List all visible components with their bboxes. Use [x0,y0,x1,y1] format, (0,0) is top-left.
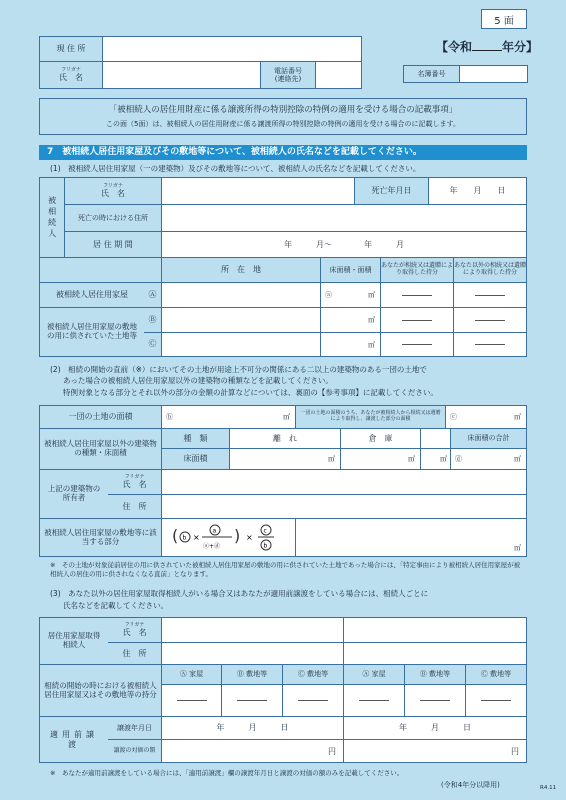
svg-text:×: × [193,533,200,542]
h2-c-land: Ⓒ 敷地等 [465,665,526,684]
heir-address-label: 住 所 [108,643,161,664]
decedent-furigana: フリガナ [103,182,123,189]
heir1-sale-price[interactable] [161,740,344,762]
meibo-label: 名簿番号 [404,66,459,82]
owner-address-field[interactable] [161,495,527,518]
owner-name-field[interactable] [161,470,527,494]
revision-code: R4.11 [540,785,557,791]
period-label: 居 住 期 間 [65,232,161,257]
owner-label: 上記の建築物の所有者 [40,470,108,518]
address-at-death-label: 死亡の時における住所 [65,205,161,231]
notice-title: 「被相続人の居住用財産に係る譲渡所得の特別控除の特例の適用を受ける場合の記載事項」 [108,105,458,115]
svg-text:): ) [234,526,241,545]
h2-b-share[interactable] [404,685,466,716]
lot-portion-field[interactable] [445,406,527,428]
phone-label: 電話番号 [274,66,302,75]
heir-table [39,617,527,763]
name-label-cell [40,62,102,88]
h2-a-house: Ⓐ 家屋 [343,665,404,684]
svg-text:(: ( [172,526,179,545]
yen-unit: 円 [328,747,336,756]
soko-header: 倉 庫 [340,429,420,448]
formula-graphic [162,519,296,556]
owner-furigana: フリガナ [124,473,145,480]
lot-area-field[interactable] [161,406,296,428]
phone-label-cell [260,62,315,88]
era-suffix: 年分】 [502,40,539,54]
unit-m2: ㎡ [328,455,335,463]
land-mark-b: Ⓑ [144,308,161,332]
h2-b-land: Ⓑ 敷地等 [404,665,465,684]
decedent-name-field[interactable] [161,178,355,204]
unit-m2: ㎡ [368,341,375,349]
land-mark-c: Ⓒ [144,332,161,356]
unit-m2: ㎡ [514,455,521,463]
land-b-location[interactable] [161,308,321,332]
address-field[interactable] [102,37,362,61]
lot-note: 一団の土地の面積のうち、あなたが被相続人から相続又は遺贈により取得し、譲渡した部分の面積 [295,406,445,428]
h1-a-share[interactable] [161,685,222,716]
q3-line1: (3) あなた以外の居住用家屋取得相続人がいる場合又はあなたが適用前譲渡をしている場合には、相続人ごとに [50,589,429,598]
h2-a-share[interactable] [343,685,405,716]
name-label: 氏 名 [59,73,83,83]
land-c-share-self[interactable] [380,333,454,356]
h1-b-land: Ⓑ 敷地等 [221,665,282,684]
note-star: ※ その土地が対象従前居住の用に供されていた被相続人居住用家屋の敷地の用に供されていた土地であった場合には、「特定事由により被相続人居住用家屋が被相続人の居住の用に供されなくなる直前」となります。 [50,561,521,579]
unit-m2: ㎡ [408,455,415,463]
floor-area-header: 床面積 [161,449,229,469]
h1-a-house: Ⓐ 家屋 [161,665,221,684]
phone-sub-label: (連絡先) [274,75,302,83]
land-c-share-other[interactable] [453,333,527,356]
h1-b-share[interactable] [221,685,283,716]
heir1-name[interactable] [161,618,344,642]
area-header: 床面積・面積 [320,258,380,282]
house-share-other[interactable] [453,283,527,307]
era-prefix: 【令和 [436,40,473,54]
meibo-field[interactable] [459,66,528,82]
mark-d-small: ⓓ [455,455,462,463]
sale-price-label: 譲渡の対価の額 [108,740,161,762]
land-label: 被相続人居住用家屋の敷地の用に供されていた土地等 [40,308,144,356]
meibo-box [403,65,528,83]
location-header: 所 在 地 [161,258,320,282]
total-area-field[interactable] [450,449,527,469]
h2-c-share[interactable] [465,685,527,716]
house-mark: Ⓐ [144,283,161,307]
era-year [436,38,538,55]
decedent-name-cell [65,178,161,204]
q2-line2: あった場合の被相続人居住用家屋以外の建築物の種類などを記載してください。 [63,376,333,385]
q2-line3: 特例対象となる部分とそれ以外の部分の金額の計算などについては、裏面の【参考事項】に記載してください。 [63,388,438,397]
house-share-self[interactable] [380,283,454,307]
soko-area[interactable] [340,449,421,469]
land-c-area[interactable] [320,333,381,356]
heir2-sale-price[interactable] [343,740,527,762]
owner-name-label: 氏 名 [122,480,147,490]
name-field[interactable] [102,62,261,88]
notice-body: この面（5面）は、被相続人の居住用財産に係る譲渡所得の特別控除の特例の適用を受ける場合のに記載します。 [106,120,460,128]
sale-date-label: 譲渡年月日 [108,717,161,739]
footer-year: (令和4年分以降用) [441,781,500,789]
yen-unit: 円 [511,747,519,756]
section7-title: 7 被相続人居住用家屋及びその敷地等について、被相続人の氏名などを記載してください。 [39,145,527,160]
heir-name-label: 氏 名 [122,628,147,638]
hanare-area[interactable] [229,449,341,469]
other-bldg-label: 被相続人居住用家屋以外の建築物の種類・床面積 [40,429,161,469]
heir-furigana: フリガナ [124,621,145,628]
address-at-death-field[interactable] [161,205,527,231]
notice-box [39,98,527,135]
owner-name-cell [108,470,161,494]
svg-text:×: × [246,533,253,542]
q2-line1: (2) 相続の開始の直前（※）においてその土地が用途上不可分の関係にある二以上の建築物のある一団の土地で [50,365,427,374]
death-date-label: 死亡年月日 [354,178,428,204]
heir-share-label: 相続の開始の時における被相続人居住用家屋又はその敷地等の持分 [40,665,161,716]
svg-text:a: a [212,527,217,535]
land-b-area[interactable] [320,308,381,332]
heir2-address[interactable] [343,643,527,664]
share-other-header: あなた以外の相続又は遺贈により取得した持分 [453,258,526,282]
extra-area[interactable] [420,449,451,469]
heir-label: 居住用家屋取得相続人 [40,618,108,664]
address-name-box [39,36,362,89]
heir2-name[interactable] [343,618,527,642]
lot-table [39,405,527,557]
heir1-sale-date[interactable]: 年 月 日 [161,717,343,739]
lot-area-label: 一団の土地の面積 [40,406,161,428]
q3-line2: 氏名などを記載してください。 [63,601,168,610]
svg-text:b: b [182,534,187,542]
unit-m2: ㎡ [283,413,290,421]
svg-text:ⓐ+ⓓ: ⓐ+ⓓ [203,543,221,550]
footer-note: ※ あなたが適用前譲渡をしている場合には、「適用前譲渡」欄の譲渡年月日と譲渡の対価の額のみを記載してください。 [50,769,404,777]
total-area-header: 床面積の合計 [450,429,526,448]
q1-text: (1) 被相続人居住用家屋（一の建築物）及びその敷地等について、被相続人の氏名などを記載してください。 [50,164,421,173]
unit-m2: ㎡ [368,291,375,299]
period-field[interactable]: 年 月～ 年 月 [161,232,526,257]
unit-m2: ㎡ [514,544,521,552]
heir-name-cell [108,618,161,642]
mark-c-small: ⓒ [450,413,457,421]
mark-b-small: ⓑ [166,413,173,421]
address-label: 現 住 所 [40,37,102,61]
house-area-field[interactable] [320,283,381,307]
kind-header: 種 類 [161,429,229,448]
mark-a-small: ⓐ [325,291,332,299]
h1-c-share[interactable] [282,685,344,716]
heir2-sale-date[interactable]: 年 月 日 [343,717,526,739]
land-c-location[interactable] [161,333,321,356]
site-portion-field[interactable] [295,519,527,556]
house-label: 被相続人居住用家屋 [40,283,144,307]
heir1-address[interactable] [161,643,344,664]
h1-c-land: Ⓒ 敷地等 [282,665,343,684]
share-self-header: あなたが相続又は遺贈により取得した持分 [380,258,453,282]
unit-m2: ㎡ [368,316,375,324]
prior-sale-label: 適用前譲渡 [40,717,108,762]
decedent-table [39,177,527,357]
house-location-field[interactable] [161,283,321,307]
land-b-share-self[interactable] [380,308,454,332]
decedent-name-label: 氏 名 [101,189,125,199]
svg-text:b: b [263,542,268,550]
kind-extra[interactable] [420,429,451,448]
formula-cell [161,519,296,556]
unit-m2: ㎡ [440,455,447,463]
land-b-share-other[interactable] [453,308,527,332]
hanare-header: 離 れ [229,429,340,448]
svg-text:c: c [263,527,267,535]
phone-field[interactable] [315,62,362,88]
furigana-label: フリガナ [61,66,81,73]
owner-address-label: 住 所 [108,495,161,518]
site-portion-label: 被相続人居住用家屋の敷地等に該当する部分 [40,519,161,556]
unit-m2: ㎡ [514,413,521,421]
decedent-label: 被相続人 [40,178,64,257]
death-date-field[interactable]: 年 月 日 [428,178,526,204]
page-number: 5 面 [481,9,527,29]
